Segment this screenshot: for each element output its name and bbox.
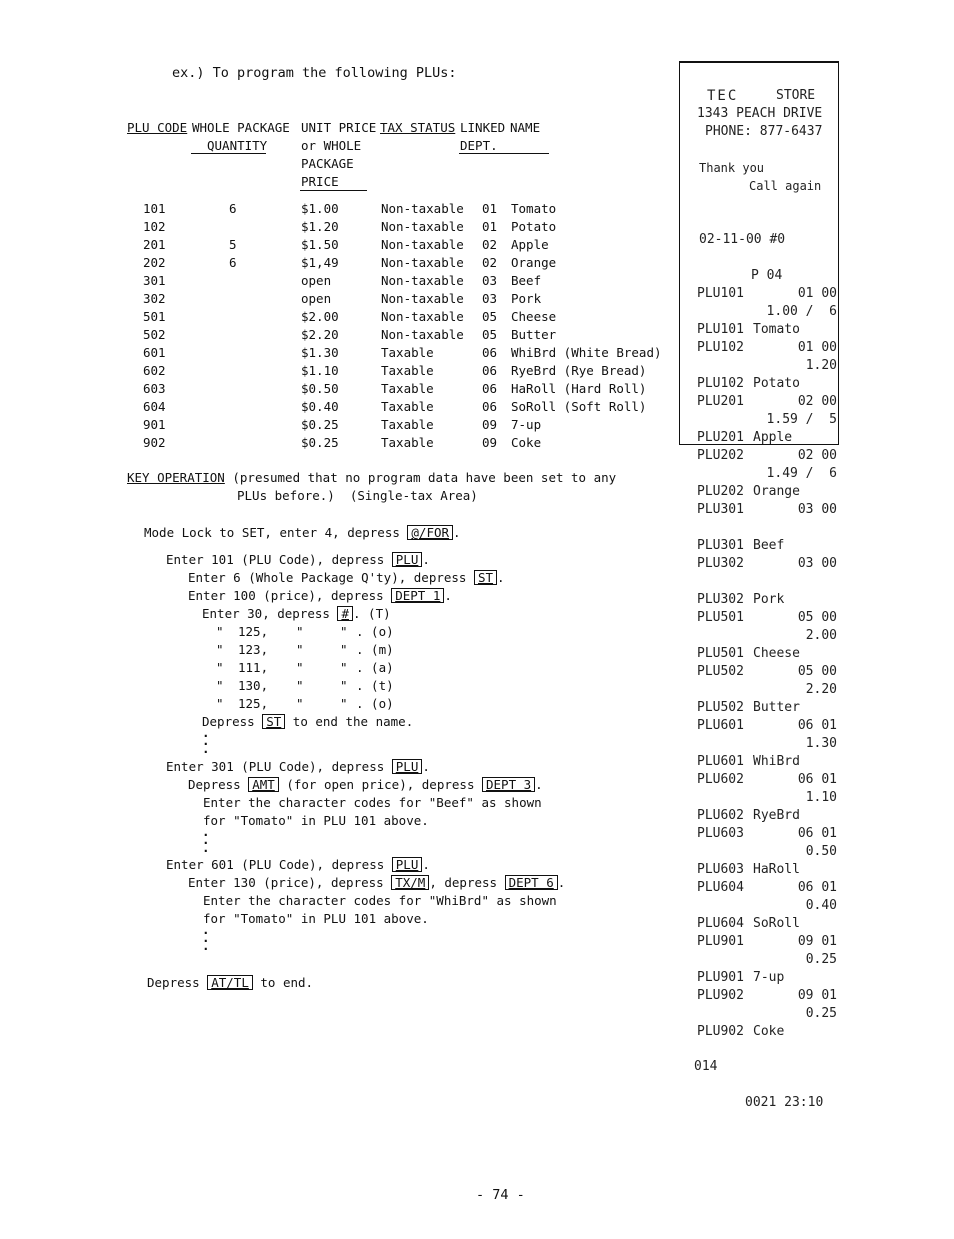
table-row bbox=[0, 434, 690, 452]
receipt-item-value: 0.25 bbox=[805, 1006, 837, 1021]
receipt-plu-label: PLU901 bbox=[697, 934, 744, 949]
header-rule-qty bbox=[191, 153, 266, 154]
receipt-item-value: 05 00 bbox=[797, 610, 837, 625]
receipt-date: 02-11-00 #0 bbox=[699, 232, 786, 247]
receipt-plu-label: PLU102 bbox=[697, 376, 744, 391]
receipt-plu-label: PLU501 bbox=[697, 646, 744, 661]
ditto-mark: " bbox=[216, 642, 224, 657]
receipt-item-name: Tomato bbox=[753, 322, 800, 337]
receipt-plu-label: PLU502 bbox=[697, 664, 744, 679]
step-end: Depress AT/TL to end. bbox=[147, 975, 314, 990]
ditto-mark: " bbox=[340, 642, 348, 657]
intro-text: ex.) To program the following PLUs: bbox=[172, 65, 457, 81]
key-dept-6: DEPT 6 bbox=[505, 875, 558, 890]
key-tx-m: TX/M bbox=[391, 875, 429, 890]
code-number: 125, bbox=[238, 624, 269, 639]
key-operation-line2: PLUs before.) (Single-tax Area) bbox=[237, 488, 478, 503]
key-dept-1: DEPT 1 bbox=[391, 588, 444, 603]
code-number: 123, bbox=[238, 642, 269, 657]
ditto-mark: " bbox=[340, 624, 348, 639]
price-cell: $0.25 bbox=[301, 417, 339, 432]
receipt-item-name: Cheese bbox=[753, 646, 800, 661]
receipt-store-tec: TEC bbox=[707, 88, 739, 104]
plu-code-cell: 202 bbox=[143, 255, 166, 270]
step-enter-130: Enter 130 (price), depress TX/M , depress DEPT 6 . bbox=[188, 875, 566, 890]
receipt-plu-label: PLU901 bbox=[697, 970, 744, 985]
tax-cell: Non-taxable bbox=[381, 291, 464, 306]
code-character: . (m) bbox=[356, 642, 394, 657]
key-st: ST bbox=[474, 570, 497, 585]
name-cell: 7-up bbox=[511, 417, 542, 432]
plu-code-cell: 502 bbox=[143, 327, 166, 342]
key-st-end: ST bbox=[262, 714, 285, 729]
receipt-plu-label: PLU501 bbox=[697, 610, 744, 625]
price-cell: $0.50 bbox=[301, 381, 339, 396]
receipt-item-name: WhiBrd bbox=[753, 754, 800, 769]
receipt-item-name: 7-up bbox=[753, 970, 785, 985]
ellipsis-1: . . . bbox=[202, 725, 210, 756]
table-row bbox=[0, 416, 690, 434]
receipt-item-value: 09 01 bbox=[797, 934, 837, 949]
name-cell: SoRoll (Soft Roll) bbox=[511, 399, 647, 414]
receipt-plu-label: PLU302 bbox=[697, 556, 744, 571]
receipt-item-value: 1.59 / 5 bbox=[766, 412, 837, 427]
step-enter-100: Enter 100 (price), depress DEPT 1 . bbox=[188, 588, 452, 603]
table-row bbox=[0, 254, 690, 272]
table-row bbox=[0, 326, 690, 344]
receipt-plu-label: PLU101 bbox=[697, 322, 744, 337]
key-at-for: @/FOR bbox=[407, 525, 453, 540]
key-operation-label: KEY OPERATION bbox=[127, 470, 225, 485]
table-row bbox=[0, 398, 690, 416]
ditto-mark: " bbox=[296, 624, 304, 639]
name-cell: Beef bbox=[511, 273, 542, 288]
step-enter-6: Enter 6 (Whole Package Q'ty), depress ST . bbox=[188, 570, 505, 585]
dept-cell: 02 bbox=[482, 237, 498, 252]
page-number: - 74 - bbox=[476, 1187, 525, 1203]
step-whibrd-codes: Enter the character codes for "WhiBrd" as shown bbox=[203, 893, 557, 908]
tax-cell: Non-taxable bbox=[381, 201, 464, 216]
dept-cell: 03 bbox=[482, 291, 498, 306]
name-cell: WhiBrd (White Bread) bbox=[511, 345, 662, 360]
code-character: . (o) bbox=[356, 624, 394, 639]
ditto-mark: " bbox=[296, 642, 304, 657]
ditto-mark: " bbox=[296, 696, 304, 711]
receipt-item-name: Potato bbox=[753, 376, 800, 391]
receipt-plu-label: PLU902 bbox=[697, 988, 744, 1003]
receipt-item-value: 01 00 bbox=[797, 286, 837, 301]
receipt-item-value: 03 00 bbox=[797, 502, 837, 517]
table-row bbox=[0, 380, 690, 398]
ditto-mark: " bbox=[296, 660, 304, 675]
plu-code-cell: 902 bbox=[143, 435, 166, 450]
receipt-item-value: 1.00 / 6 bbox=[766, 304, 837, 319]
receipt-item-value: 1.20 bbox=[805, 358, 837, 373]
receipt-plu-label: PLU502 bbox=[697, 700, 744, 715]
header-or-whole: or WHOLE bbox=[301, 138, 362, 153]
header-rule-dept-name bbox=[459, 153, 549, 154]
ditto-mark: " bbox=[216, 624, 224, 639]
receipt-item-name: Coke bbox=[753, 1024, 785, 1039]
receipt-item-name: Butter bbox=[753, 700, 800, 715]
receipt-plu-label: PLU602 bbox=[697, 808, 744, 823]
tax-cell: Non-taxable bbox=[381, 219, 464, 234]
receipt-body bbox=[679, 61, 839, 1161]
code-character: . (a) bbox=[356, 660, 394, 675]
receipt-item-value: 0.50 bbox=[805, 844, 837, 859]
step-beef-codes: Enter the character codes for "Beef" as shown bbox=[203, 795, 542, 810]
receipt-plu-label: PLU603 bbox=[697, 826, 744, 841]
step-beef-codes-2: for "Tomato" in PLU 101 above. bbox=[203, 813, 429, 828]
table-row bbox=[0, 272, 690, 290]
receipt-item-name: HaRoll bbox=[753, 862, 800, 877]
table-row bbox=[0, 200, 690, 218]
plu-code-cell: 604 bbox=[143, 399, 166, 414]
price-cell: open bbox=[301, 291, 332, 306]
dept-cell: 06 bbox=[482, 381, 498, 396]
table-row bbox=[0, 290, 690, 308]
code-number: 111, bbox=[238, 660, 269, 675]
tax-cell: Taxable bbox=[381, 363, 434, 378]
receipt-item-value: 2.20 bbox=[805, 682, 837, 697]
code-number: 130, bbox=[238, 678, 269, 693]
key-operation-line1 bbox=[127, 469, 616, 487]
receipt-item-value: 01 00 bbox=[797, 340, 837, 355]
tax-cell: Non-taxable bbox=[381, 309, 464, 324]
key-plu-2: PLU bbox=[392, 759, 423, 774]
qty-cell: 6 bbox=[229, 201, 237, 216]
price-cell: $1.10 bbox=[301, 363, 339, 378]
code-character: . (t) bbox=[356, 678, 394, 693]
table-row bbox=[0, 236, 690, 254]
key-at-tl: AT/TL bbox=[207, 975, 253, 990]
tax-cell: Taxable bbox=[381, 435, 434, 450]
ditto-mark: " bbox=[340, 678, 348, 693]
receipt-item-name: Pork bbox=[753, 592, 785, 607]
receipt-plu-label: PLU603 bbox=[697, 862, 744, 877]
step-enter-601: Enter 601 (PLU Code), depress PLU . bbox=[166, 857, 430, 872]
plu-code-cell: 101 bbox=[143, 201, 166, 216]
table-row bbox=[0, 362, 690, 380]
receipt-p-line: P 04 bbox=[751, 268, 783, 283]
receipt-item-value: 05 00 bbox=[797, 664, 837, 679]
dept-cell: 09 bbox=[482, 417, 498, 432]
dept-cell: 09 bbox=[482, 435, 498, 450]
ellipsis-3: . . . bbox=[202, 922, 210, 953]
qty-cell: 5 bbox=[229, 237, 237, 252]
price-cell: $1.50 bbox=[301, 237, 339, 252]
receipt-item-value: 06 01 bbox=[797, 880, 837, 895]
name-cell: HaRoll (Hard Roll) bbox=[511, 381, 647, 396]
key-plu: PLU bbox=[392, 552, 423, 567]
ditto-mark: " bbox=[216, 678, 224, 693]
header-whole-package: WHOLE PACKAGE bbox=[192, 120, 290, 135]
dept-cell: 03 bbox=[482, 273, 498, 288]
receipt-item-value: 1.30 bbox=[805, 736, 837, 751]
name-cell: Butter bbox=[511, 327, 557, 342]
tax-cell: Non-taxable bbox=[381, 237, 464, 252]
tax-cell: Taxable bbox=[381, 399, 434, 414]
receipt-item-name: SoRoll bbox=[753, 916, 800, 931]
receipt-item-name: Orange bbox=[753, 484, 800, 499]
name-cell: Pork bbox=[511, 291, 542, 306]
step-mode-lock: Mode Lock to SET, enter 4, depress @/FOR . bbox=[144, 525, 461, 540]
receipt-plu-label: PLU201 bbox=[697, 430, 744, 445]
header-unit-price: UNIT PRICE bbox=[301, 120, 377, 135]
dept-cell: 06 bbox=[482, 363, 498, 378]
header-price: PRICE bbox=[301, 174, 339, 189]
step-enter-301: Enter 301 (PLU Code), depress PLU . bbox=[166, 759, 430, 774]
receipt-plu-label: PLU602 bbox=[697, 772, 744, 787]
header-name: NAME bbox=[510, 120, 541, 135]
receipt-item-value: 09 01 bbox=[797, 988, 837, 1003]
dept-cell: 01 bbox=[482, 219, 498, 234]
ditto-mark: " bbox=[216, 696, 224, 711]
step-end-name: Depress ST to end the name. bbox=[202, 714, 414, 729]
receipt-plu-label: PLU101 bbox=[697, 286, 744, 301]
table-row bbox=[0, 308, 690, 326]
plu-code-cell: 501 bbox=[143, 309, 166, 324]
dept-cell: 05 bbox=[482, 309, 498, 324]
table-row bbox=[0, 344, 690, 362]
receipt-plu-label: PLU604 bbox=[697, 916, 744, 931]
key-hash: # bbox=[337, 606, 353, 621]
receipt-item-name: RyeBrd bbox=[753, 808, 800, 823]
plu-code-cell: 603 bbox=[143, 381, 166, 396]
price-cell: $2.20 bbox=[301, 327, 339, 342]
receipt-item-value: 0.40 bbox=[805, 898, 837, 913]
name-cell: Apple bbox=[511, 237, 549, 252]
tax-cell: Non-taxable bbox=[381, 255, 464, 270]
tax-cell: Taxable bbox=[381, 417, 434, 432]
name-cell: Orange bbox=[511, 255, 557, 270]
plu-code-cell: 302 bbox=[143, 291, 166, 306]
receipt-item-name: Apple bbox=[753, 430, 793, 445]
plu-code-cell: 901 bbox=[143, 417, 166, 432]
ellipsis-2: . . . bbox=[202, 824, 210, 855]
tax-cell: Non-taxable bbox=[381, 327, 464, 342]
step-depress-amt: Depress AMT (for open price), depress DEPT 3 . bbox=[188, 777, 543, 792]
receipt-item-value: 1.49 / 6 bbox=[766, 466, 837, 481]
receipt-item-value: 06 01 bbox=[797, 826, 837, 841]
header-quantity: QUANTITY bbox=[207, 138, 268, 153]
plu-code-cell: 601 bbox=[143, 345, 166, 360]
ditto-mark: " bbox=[340, 660, 348, 675]
price-cell: $0.25 bbox=[301, 435, 339, 450]
key-amt: AMT bbox=[248, 777, 279, 792]
receipt-item-name: Beef bbox=[753, 538, 785, 553]
plu-table-body bbox=[0, 200, 690, 452]
receipt-plu-label: PLU302 bbox=[697, 592, 744, 607]
price-cell: $1.20 bbox=[301, 219, 339, 234]
receipt-item-value: 03 00 bbox=[797, 556, 837, 571]
header-package: PACKAGE bbox=[301, 156, 354, 171]
receipt-plu-label: PLU601 bbox=[697, 718, 744, 733]
header-linked: LINKED bbox=[460, 120, 506, 135]
receipt-plu-label: PLU201 bbox=[697, 394, 744, 409]
name-cell: RyeBrd (Rye Bread) bbox=[511, 363, 647, 378]
receipt-plu-label: PLU902 bbox=[697, 1024, 744, 1039]
price-cell: $1.30 bbox=[301, 345, 339, 360]
qty-cell: 6 bbox=[229, 255, 237, 270]
receipt-plu-label: PLU604 bbox=[697, 880, 744, 895]
receipt-plu-label: PLU202 bbox=[697, 484, 744, 499]
dept-cell: 01 bbox=[482, 201, 498, 216]
tax-cell: Taxable bbox=[381, 381, 434, 396]
tax-cell: Non-taxable bbox=[381, 273, 464, 288]
table-row bbox=[0, 218, 690, 236]
key-operation-note: (presumed that no program data have been set to any bbox=[224, 470, 617, 485]
receipt-item-value: 02 00 bbox=[797, 394, 837, 409]
price-cell: open bbox=[301, 273, 332, 288]
dept-cell: 06 bbox=[482, 345, 498, 360]
receipt-plu-label: PLU301 bbox=[697, 538, 744, 553]
name-cell: Coke bbox=[511, 435, 542, 450]
receipt-plu-label: PLU202 bbox=[697, 448, 744, 463]
plu-code-cell: 301 bbox=[143, 273, 166, 288]
key-dept-3: DEPT 3 bbox=[482, 777, 535, 792]
step-whibrd-codes-2: for "Tomato" in PLU 101 above. bbox=[203, 911, 429, 926]
receipt-item-value: 06 01 bbox=[797, 772, 837, 787]
plu-code-cell: 602 bbox=[143, 363, 166, 378]
receipt-item-value: 2.00 bbox=[805, 628, 837, 643]
header-dept: DEPT. bbox=[460, 138, 498, 153]
receipt-item-value: 1.10 bbox=[805, 790, 837, 805]
price-cell: $2.00 bbox=[301, 309, 339, 324]
code-number: 125, bbox=[238, 696, 269, 711]
key-plu-3: PLU bbox=[392, 857, 423, 872]
price-cell: $1.00 bbox=[301, 201, 339, 216]
receipt-call-again: Call again bbox=[749, 179, 822, 193]
plu-code-cell: 201 bbox=[143, 237, 166, 252]
header-rule-price bbox=[300, 190, 367, 191]
ditto-mark: " bbox=[340, 696, 348, 711]
name-cell: Potato bbox=[511, 219, 557, 234]
receipt-plu-label: PLU102 bbox=[697, 340, 744, 355]
price-cell: $1,49 bbox=[301, 255, 339, 270]
receipt-item-value: 0.25 bbox=[805, 952, 837, 967]
step-enter-30: Enter 30, depress # . (T) bbox=[202, 606, 391, 621]
receipt-address: 1343 PEACH DRIVE bbox=[697, 106, 823, 121]
code-character: . (o) bbox=[356, 696, 394, 711]
receipt-item-value: 06 01 bbox=[797, 718, 837, 733]
ditto-mark: " bbox=[216, 660, 224, 675]
receipt-thank-you: Thank you bbox=[699, 161, 765, 175]
header-tax-status: TAX STATUS bbox=[380, 120, 456, 135]
ditto-mark: " bbox=[296, 678, 304, 693]
dept-cell: 02 bbox=[482, 255, 498, 270]
dept-cell: 06 bbox=[482, 399, 498, 414]
step-enter-101: Enter 101 (PLU Code), depress PLU . bbox=[166, 552, 430, 567]
receipt-plu-label: PLU601 bbox=[697, 754, 744, 769]
name-cell: Cheese bbox=[511, 309, 557, 324]
receipt-item-value: 02 00 bbox=[797, 448, 837, 463]
receipt-count: 014 bbox=[694, 1059, 718, 1074]
receipt-footer-time: 0021 23:10 bbox=[745, 1095, 824, 1110]
receipt-phone: PHONE: 877-6437 bbox=[705, 124, 823, 139]
receipt-store-name: STORE bbox=[776, 88, 816, 103]
dept-cell: 05 bbox=[482, 327, 498, 342]
price-cell: $0.40 bbox=[301, 399, 339, 414]
tax-cell: Taxable bbox=[381, 345, 434, 360]
plu-code-cell: 102 bbox=[143, 219, 166, 234]
name-cell: Tomato bbox=[511, 201, 557, 216]
header-plu-code: PLU CODE bbox=[127, 120, 188, 135]
receipt-plu-label: PLU301 bbox=[697, 502, 744, 517]
